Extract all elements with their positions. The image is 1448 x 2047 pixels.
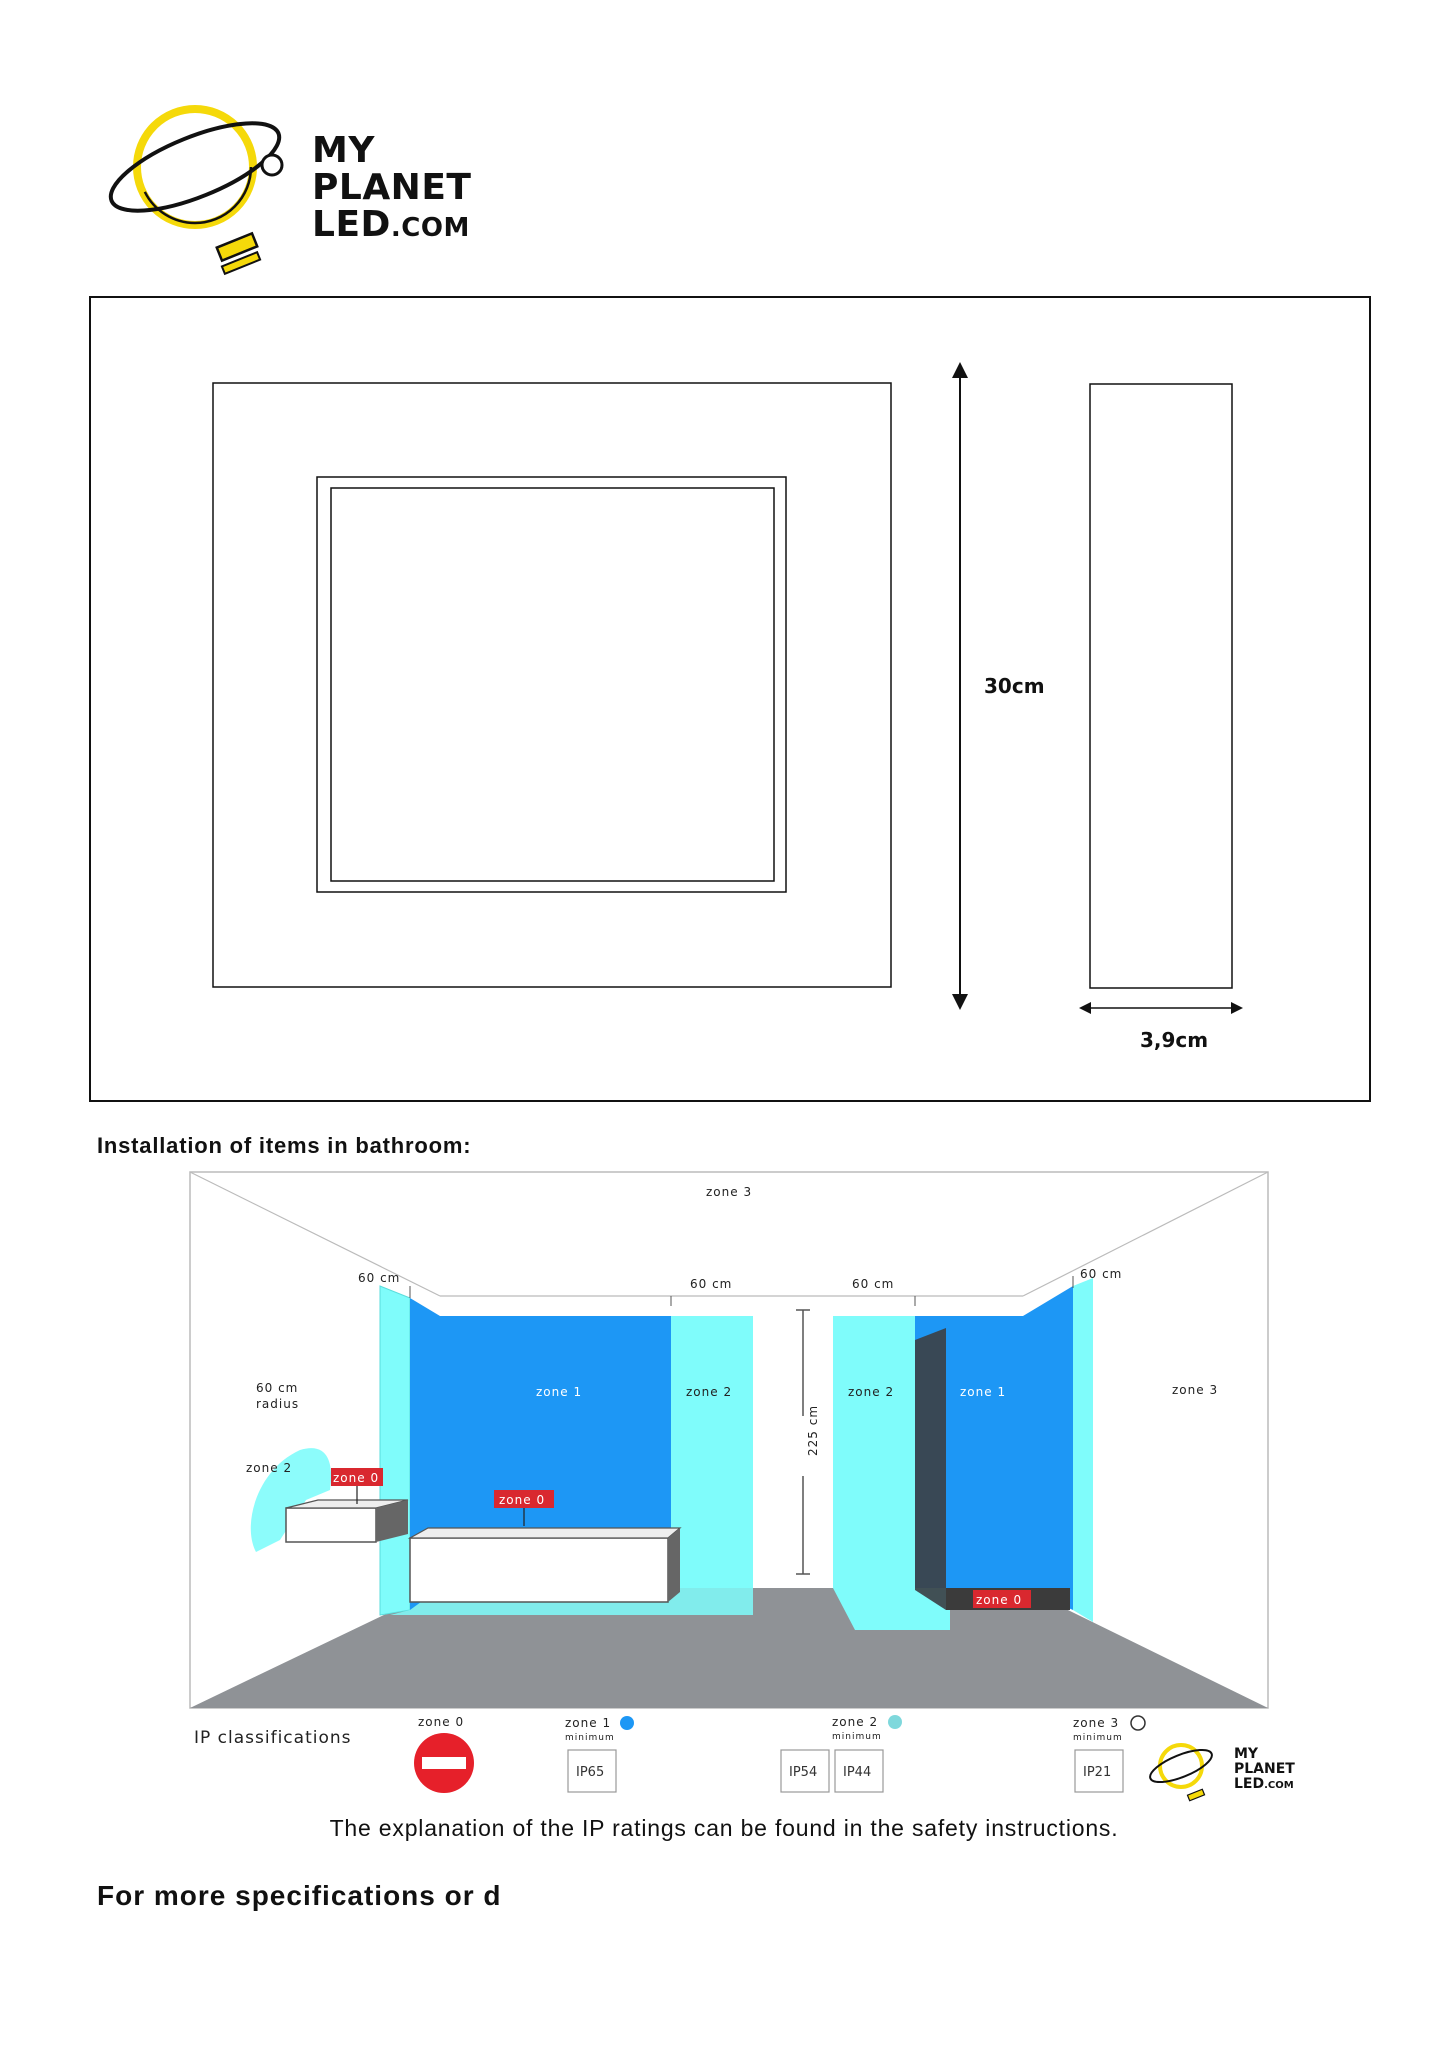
bathtub-side bbox=[668, 1528, 680, 1602]
label-zone3-right: zone 3 bbox=[1172, 1383, 1219, 1397]
brand-line-led bbox=[312, 204, 470, 245]
shower-glass bbox=[915, 1328, 946, 1610]
bath-zone2 bbox=[671, 1316, 753, 1588]
zone2-dot-icon bbox=[888, 1715, 902, 1729]
ip-zone0-label: zone 0 bbox=[418, 1715, 465, 1729]
ip-zone1-label: zone 1 bbox=[565, 1716, 612, 1730]
label-zone0-sink: zone 0 bbox=[333, 1471, 380, 1485]
height-label: 30cm bbox=[984, 674, 1045, 698]
no-entry-icon bbox=[414, 1733, 474, 1793]
brand-led: LED bbox=[312, 204, 391, 245]
label-60cm-mid-left: 60 cm bbox=[690, 1277, 733, 1291]
ip-zone1-min: minimum bbox=[565, 1733, 615, 1743]
dimension-drawing bbox=[89, 296, 1371, 1102]
right-zone2-strip bbox=[1073, 1278, 1093, 1622]
panel-side bbox=[1090, 384, 1232, 988]
zone3-dot-icon bbox=[1131, 1716, 1145, 1730]
dimension-svg bbox=[91, 298, 1373, 1104]
label-radius-l1: 60 cm bbox=[256, 1381, 299, 1395]
bathroom-zone-diagram bbox=[190, 1170, 1295, 1810]
label-60cm-right: 60 cm bbox=[1080, 1267, 1123, 1281]
panel-light-outer bbox=[317, 477, 786, 892]
label-60cm-left: 60 cm bbox=[358, 1271, 401, 1285]
label-zone0-bath: zone 0 bbox=[499, 1493, 546, 1507]
more-specifications-heading: For more specifications or d bbox=[97, 1880, 502, 1911]
installation-title: Installation of items in bathroom: bbox=[97, 1133, 472, 1158]
right-zone1-strip bbox=[1023, 1286, 1073, 1610]
left-zone2-strip bbox=[380, 1286, 410, 1615]
ip-rating-note: The explanation of the IP ratings can be found in the safety instructions. bbox=[329, 1815, 1119, 1841]
shower-zone2 bbox=[833, 1316, 915, 1588]
ip54-label: IP54 bbox=[789, 1765, 818, 1780]
label-zone2-sink: zone 2 bbox=[246, 1461, 293, 1475]
bathtub-top bbox=[410, 1528, 680, 1538]
sink-front bbox=[286, 1508, 376, 1542]
ip21-label: IP21 bbox=[1083, 1765, 1112, 1780]
brand-logo bbox=[100, 95, 480, 295]
label-zone2-bath: zone 2 bbox=[686, 1385, 733, 1399]
brand-line-my: MY bbox=[312, 130, 375, 171]
small-brand-led: LED.COM bbox=[1234, 1776, 1294, 1792]
bathtub-front bbox=[410, 1538, 668, 1602]
bathroom-svg bbox=[190, 1170, 1295, 1810]
ip-zone3-label: zone 3 bbox=[1073, 1716, 1120, 1730]
small-brand-planet: PLANET bbox=[1234, 1761, 1295, 1777]
label-225cm: 225 cm bbox=[806, 1404, 820, 1456]
label-zone3-top: zone 3 bbox=[706, 1185, 753, 1199]
label-radius-l2: radius bbox=[256, 1397, 300, 1411]
planet-bulb-icon bbox=[100, 95, 310, 295]
ip65-label: IP65 bbox=[576, 1765, 605, 1780]
ip-title: IP classifications bbox=[194, 1728, 352, 1748]
ip-zone3-min: minimum bbox=[1073, 1733, 1123, 1743]
depth-label: 3,9cm bbox=[1140, 1028, 1209, 1052]
ip-zone2-label: zone 2 bbox=[832, 1715, 879, 1729]
label-zone0-shower: zone 0 bbox=[976, 1593, 1023, 1607]
ip44-label: IP44 bbox=[843, 1765, 872, 1780]
brand-line-planet: PLANET bbox=[312, 167, 472, 208]
brand-com: .COM bbox=[390, 213, 470, 243]
label-zone2-shower: zone 2 bbox=[848, 1385, 895, 1399]
panel-outer bbox=[213, 383, 891, 987]
small-planet-bulb-icon bbox=[1146, 1743, 1215, 1800]
label-zone1-bath: zone 1 bbox=[536, 1385, 583, 1399]
label-zone1-shower: zone 1 bbox=[960, 1385, 1007, 1399]
ip-zone2-min: minimum bbox=[832, 1732, 882, 1742]
small-brand-my: MY bbox=[1234, 1746, 1259, 1762]
zone1-dot-icon bbox=[620, 1716, 634, 1730]
label-60cm-mid-right: 60 cm bbox=[852, 1277, 895, 1291]
panel-light-inner bbox=[331, 488, 774, 881]
